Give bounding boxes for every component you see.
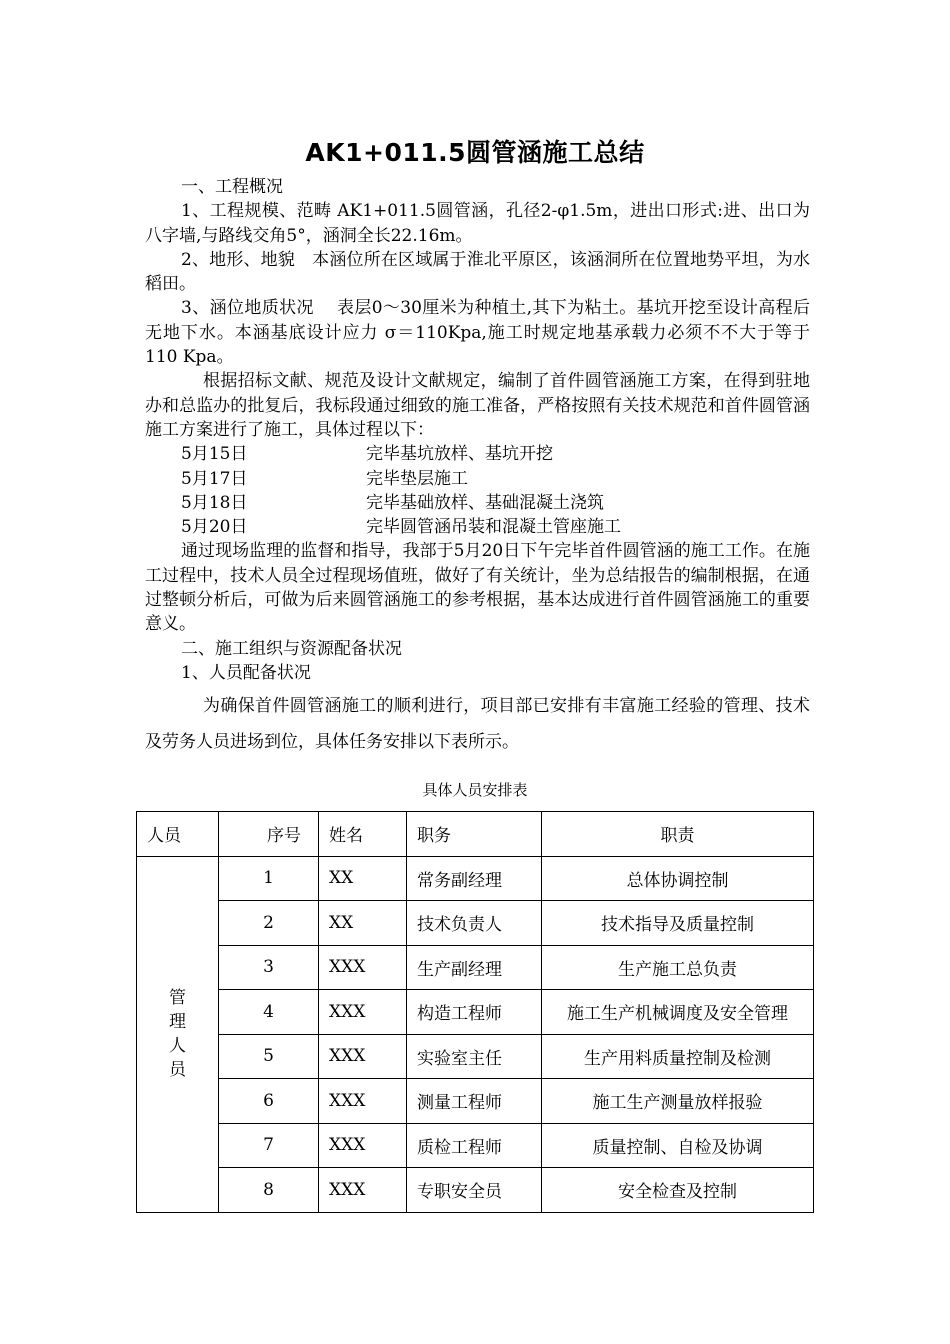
paragraph-scale: 1、工程规模、范畴 AK1+011.5圆管涵，孔径2-φ1.5m，进出口形式:进、出口为八字墙,与路线交角5°，涵洞全长22.16m。	[145, 201, 810, 246]
cell-no: 5	[219, 1034, 319, 1079]
cell-no: 3	[219, 945, 319, 990]
cell-duty: 技术指导及质量控制	[542, 901, 814, 946]
schedule-task: 完毕基础放样、基础混凝土浇筑	[366, 492, 604, 513]
paragraph-plan: 根据招标文献、规范及设计文献规定，编制了首件圆管涵施工方案，在得到驻地办和总监办的批复后，我标段通过细致的施工准备，严格按照有关技术规范和首件圆管涵施工方案进行了施工，具体过程以下：	[145, 371, 810, 440]
cell-name: XXX	[319, 1168, 407, 1213]
table-row	[137, 901, 814, 946]
section-1-heading: 一、工程概况	[181, 177, 283, 197]
section-2-subheading: 1、人员配备状况	[181, 662, 311, 683]
section-2-heading: 二、施工组织与资源配备状况	[181, 638, 402, 659]
cell-no: 1	[219, 856, 319, 901]
schedule-date: 5月17日	[181, 468, 248, 489]
cell-position: 测量工程师	[407, 1079, 542, 1124]
schedule-date: 5月15日	[181, 444, 248, 465]
table-row	[137, 945, 814, 990]
schedule-task: 完毕垫层施工	[366, 468, 468, 489]
cell-name: XXX	[319, 990, 407, 1035]
cell-name: XXX	[319, 1079, 407, 1124]
schedule-task: 完毕圆管涵吊装和混凝土管座施工	[366, 517, 621, 538]
schedule-date: 5月20日	[181, 517, 248, 538]
paragraph-geology: 3、涵位地质状况 表层0～30厘米为种植土,其下为粘土。基坑开挖至设计高程后无地下水。本涵基底设计应力 σ＝110Kpa,施工时规定地基承载力必须不不大于等于110 Kpa。	[145, 298, 810, 368]
cell-duty: 施工生产测量放样报验	[542, 1079, 814, 1124]
table-row	[137, 856, 814, 901]
header-role: 人员	[137, 812, 219, 857]
table-row	[137, 1034, 814, 1079]
cell-duty: 生产施工总负责	[542, 945, 814, 990]
paragraph-staffing: 为确保首件圆管涵施工的顺利进行，项目部已安排有丰富施工经验的管理、技术及劳务人员进场到位，具体任务安排以下表所示。	[145, 696, 810, 753]
schedule-item	[145, 491, 810, 515]
cell-position: 技术负责人	[407, 901, 542, 946]
cell-duty: 安全检查及控制	[542, 1168, 814, 1213]
group-label-management: 管 理 人 员	[137, 856, 219, 1212]
cell-name: XXX	[319, 945, 407, 990]
paragraph-terrain: 2、地形、地貌 本涵位所在区域属于淮北平原区，该涵洞所在位置地势平坦，为水稻田。	[145, 249, 810, 295]
schedule-date: 5月18日	[181, 492, 248, 513]
cell-name: XXX	[319, 1034, 407, 1079]
schedule-task: 完毕基坑放样、基坑开挖	[366, 444, 553, 465]
table-row	[137, 1123, 814, 1168]
cell-no: 6	[219, 1079, 319, 1124]
cell-no: 7	[219, 1123, 319, 1168]
table-caption: 具体人员安排表	[422, 781, 528, 799]
header-position: 职务	[407, 812, 542, 857]
cell-position: 实验室主任	[407, 1034, 542, 1079]
cell-name: XXX	[319, 1123, 407, 1168]
cell-duty: 质量控制、自检及协调	[542, 1123, 814, 1168]
header-no: 序号	[219, 812, 319, 857]
header-name: 姓名	[319, 812, 407, 857]
cell-duty: 生产用料质量控制及检测	[542, 1034, 814, 1079]
cell-position: 构造工程师	[407, 990, 542, 1035]
schedule-item	[145, 467, 810, 491]
header-duty: 职责	[542, 812, 814, 857]
schedule-item	[145, 442, 810, 466]
table-header-row	[137, 812, 814, 857]
table-row	[137, 1168, 814, 1213]
table-row	[137, 1079, 814, 1124]
document-body	[145, 175, 810, 760]
cell-no: 4	[219, 990, 319, 1035]
paragraph-summary: 通过现场监理的监督和指导，我部于5月20日下午完毕首件圆管涵的施工工作。在施工过程中，技术人员全过程现场值班，做好了有关统计，坐为总结报告的编制根据，在通过整顿分析后，可做为后来圆管涵施工的参考根据，基本达成进行首件圆管涵施工的重要意义。	[145, 541, 810, 635]
document-title: AK1+011.5圆管涵施工总结	[305, 138, 645, 167]
cell-no: 8	[219, 1168, 319, 1213]
cell-name: XX	[319, 856, 407, 901]
cell-position: 常务副经理	[407, 856, 542, 901]
staff-table	[136, 811, 814, 1213]
schedule-item	[145, 515, 810, 539]
cell-duty: 施工生产机械调度及安全管理	[542, 990, 814, 1035]
cell-position: 生产副经理	[407, 945, 542, 990]
cell-position: 专职安全员	[407, 1168, 542, 1213]
table-row	[137, 990, 814, 1035]
cell-no: 2	[219, 901, 319, 946]
cell-position: 质检工程师	[407, 1123, 542, 1168]
cell-name: XX	[319, 901, 407, 946]
cell-duty: 总体协调控制	[542, 856, 814, 901]
